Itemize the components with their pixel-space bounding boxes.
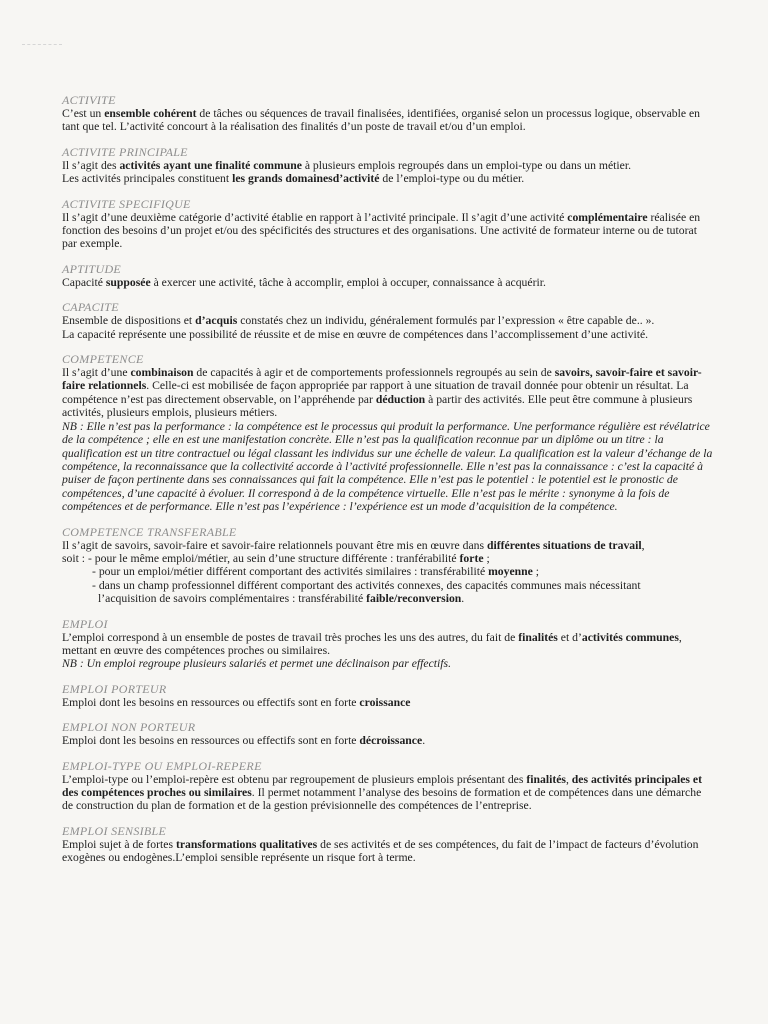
entry-paragraph [62, 172, 714, 185]
bold-term: complémentaire [567, 210, 648, 224]
entry-paragraph [62, 773, 714, 813]
entry-heading: ACTIVITE PRINCIPALE [62, 144, 188, 159]
text-run: à exercer une activité, tâche à accomplir, emploi à occuper, connaissance à acquérir. [150, 275, 546, 289]
glossary-entry [62, 353, 714, 513]
glossary-entry [62, 146, 714, 186]
text-run: , [641, 538, 645, 552]
glossary-entry [62, 825, 714, 865]
text-run: Ensemble de dispositions et [62, 314, 196, 328]
text-run: C’est un [62, 107, 105, 120]
text-run: , mettant en œuvre des compétences proches ou similaires. [62, 630, 682, 657]
text-run: de tâches ou séquences de travail finalisées, identifiées, organisé selon un processus logique, observable en tant que tel. L’activité concourt à la réalisation des finalités d’un poste de travail et/ou d’un emploi. [62, 107, 700, 134]
bold-term: savoirs, savoir-faire et savoir-faire relationnels [62, 366, 702, 393]
text-run: constatés chez un individu, généralement formulés par l’expression « être capable de.. ». [237, 314, 655, 328]
bold-term: déduction [375, 392, 426, 406]
text-run: Emploi dont les besoins en ressources ou effectifs sont en forte [62, 695, 360, 709]
bold-term: combinaison [130, 366, 194, 380]
entry-paragraph [62, 159, 714, 172]
glossary-content [62, 94, 714, 877]
bold-term: moyenne [488, 565, 533, 579]
entry-heading: EMPLOI SENSIBLE [62, 823, 167, 838]
glossary-entry [62, 760, 714, 813]
glossary-entry [62, 721, 714, 747]
text-run: - dans un champ professionnel différent comportant des activités connexes, des capacités communes mais nécessitant [92, 578, 641, 592]
glossary-entry [62, 198, 714, 251]
text-run: réalisée en fonction des besoins d’un projet et/ou des spécificités des structures et des organisations. Une activité de formateur interne ou de tutorat par exemple. [62, 210, 701, 251]
list-item [62, 579, 714, 592]
text-run: ; [532, 565, 540, 579]
text-run: La capacité représente une possibilité de réussite et de mise en œuvre de compétences dans l’accomplissement d’une activité. [62, 327, 649, 341]
text-run: à plusieurs emplois regroupés dans un emploi-type ou dans un métier. [301, 158, 632, 172]
entry-heading: EMPLOI NON PORTEUR [62, 720, 196, 735]
text-run: . Il permet notamment l’analyse des besoins de formation et de compétences dans une démarche de construction du plan de formation et de la gestion prévisionnelle des compétences de l’entreprise. [62, 786, 702, 813]
text-run: Il s’agit de savoirs, savoir-faire et savoir-faire relationnels pouvant être mis en œuvre dans [62, 538, 488, 552]
bold-term: forte [459, 551, 484, 565]
text-run: Il s’agit d’une deuxième catégorie d’activité établie en rapport à l’activité principale. Il s’agit d’une activité [62, 210, 568, 224]
bold-term: décroissance [359, 734, 423, 748]
text-run: Capacité [62, 275, 106, 289]
bold-term: activités communes [581, 630, 679, 644]
list-item [62, 552, 714, 565]
entry-paragraph [62, 314, 714, 327]
text-run: Il s’agit des [62, 158, 120, 172]
list-item [62, 565, 714, 578]
text-run: , [565, 772, 572, 786]
bold-term: des activités principales et des compétences proches ou similaires [62, 772, 702, 799]
entry-paragraph [62, 366, 714, 420]
bold-term: finalités [518, 630, 558, 644]
text-run: à partir des activités. Elle peut être commune à plusieurs activités, plusieurs emplois, plusieurs métiers. [62, 392, 693, 420]
entry-paragraph [62, 107, 714, 134]
entry-paragraph [62, 696, 714, 709]
text-run: L’emploi correspond à un ensemble de postes de travail très proches les uns des autres, du fait de [62, 630, 519, 644]
bold-term: ensemble cohérent [104, 107, 197, 120]
glossary-entry [62, 683, 714, 709]
entry-heading: COMPETENCE TRANSFERABLE [62, 524, 237, 539]
glossary-entry [62, 94, 714, 134]
bold-term: faible/reconversion [366, 592, 462, 606]
text-run: soit : - pour le même emploi/métier, au sein d’une structure différente : tranférabilité [62, 551, 460, 565]
text-run: de capacités à agir et de comportements professionnels regroupés au sein de [193, 366, 555, 380]
entry-list [62, 552, 714, 606]
bold-term: les grands domainesd’activité [232, 172, 380, 186]
text-run: et d’ [557, 630, 582, 644]
entry-heading: APTITUDE [62, 261, 122, 276]
entry-heading: EMPLOI-TYPE OU EMPLOI-REPERE [62, 758, 262, 773]
entry-paragraph [62, 838, 714, 865]
text-run: Il s’agit d’une [62, 366, 131, 380]
bold-term: d’acquis [195, 314, 238, 328]
text-run: . Celle-ci est mobilisée de façon appropriée par rapport à une situation de travail donnée pour obtenir un résultat. La compétence n’est pas directement observable, on l’appréhende par [62, 379, 689, 406]
text-run: L’emploi-type ou l’emploi-repère est obtenu par regroupement de plusieurs emplois présentant des [62, 772, 527, 786]
text-run: . [461, 592, 465, 606]
bold-term: finalités [526, 772, 566, 786]
entry-heading: EMPLOI [62, 616, 108, 631]
entry-heading: ACTIVITE SPECIFIQUE [62, 196, 191, 211]
text-run: Les activités principales constituent [62, 172, 233, 186]
glossary-entry [62, 263, 714, 289]
entry-note: NB : Elle n’est pas la performance : la compétence est le processus qui produit la performance. Une performance régulière est révélatrice de la compétence ; elle en est une manifestation concrète. Elle n’est pas la qualification reconnue par un diplôme ou un titre : la qualification est un titre contractuel ou légal classant les individus sur une échelle de valeur. La qualification est la valeur d’échange de la compétence, la reconnaissance que la collectivité accorde à l’activité professionnelle. Elle n’est pas la connaissance : c’est la capacité à puiser de façon pertinente dans ses connaissances qui fait la compétence. Elle n’est pas le potentiel : le potentiel est le pronostic de compétences, d’une capacité à évoluer. Il correspond à de la compétence virtuelle. Elle n’est pas le mérite : synonyme à la fois de compétences et de performance. Elle n’est pas l’expérience : l’expérience est un mode d’acquisition de la compétence. [62, 419, 713, 514]
list-item [62, 592, 714, 605]
entry-paragraph [62, 631, 714, 658]
bold-term: transformations qualitatives [175, 837, 318, 851]
text-run: ; [483, 551, 490, 565]
entry-paragraph [62, 734, 714, 747]
entry-heading: ACTIVITE [62, 93, 116, 107]
text-run: Emploi sujet à de fortes [62, 837, 176, 851]
entry-note: NB : Un emploi regroupe plusieurs salariés et permet une déclinaison par effectifs. [62, 657, 451, 671]
bold-term: différentes situations de travail [487, 538, 642, 552]
entry-paragraph [62, 328, 714, 341]
text-run: - pour un emploi/métier différent comportant des activités similaires : transférabilité [92, 565, 489, 579]
text-run: de l’emploi-type ou du métier. [379, 172, 525, 186]
text-run: . [422, 734, 426, 748]
glossary-entry [62, 618, 714, 671]
entry-heading: COMPETENCE [62, 352, 144, 367]
glossary-entry [62, 526, 714, 606]
entry-paragraph [62, 211, 714, 251]
scan-mark [22, 44, 62, 48]
text-run: de ses activités et de ses compétences, du fait de l’impact de facteurs d’évolution exogènes ou endogènes.L’emploi sensible représente un risque fort à terme. [62, 837, 699, 865]
glossary-entry [62, 301, 714, 341]
entry-paragraph [62, 276, 714, 289]
text-run: Emploi dont les besoins en ressources ou effectifs sont en forte [62, 734, 360, 748]
bold-term: activités ayant une finalité commune [119, 158, 302, 172]
entry-heading: EMPLOI PORTEUR [62, 681, 167, 696]
entry-heading: CAPACITE [62, 300, 119, 315]
entry-paragraph [62, 539, 714, 552]
text-run: l’acquisition de savoirs complémentaires : transférabilité [98, 592, 367, 606]
bold-term: croissance [359, 695, 411, 709]
bold-term: supposée [105, 275, 151, 289]
